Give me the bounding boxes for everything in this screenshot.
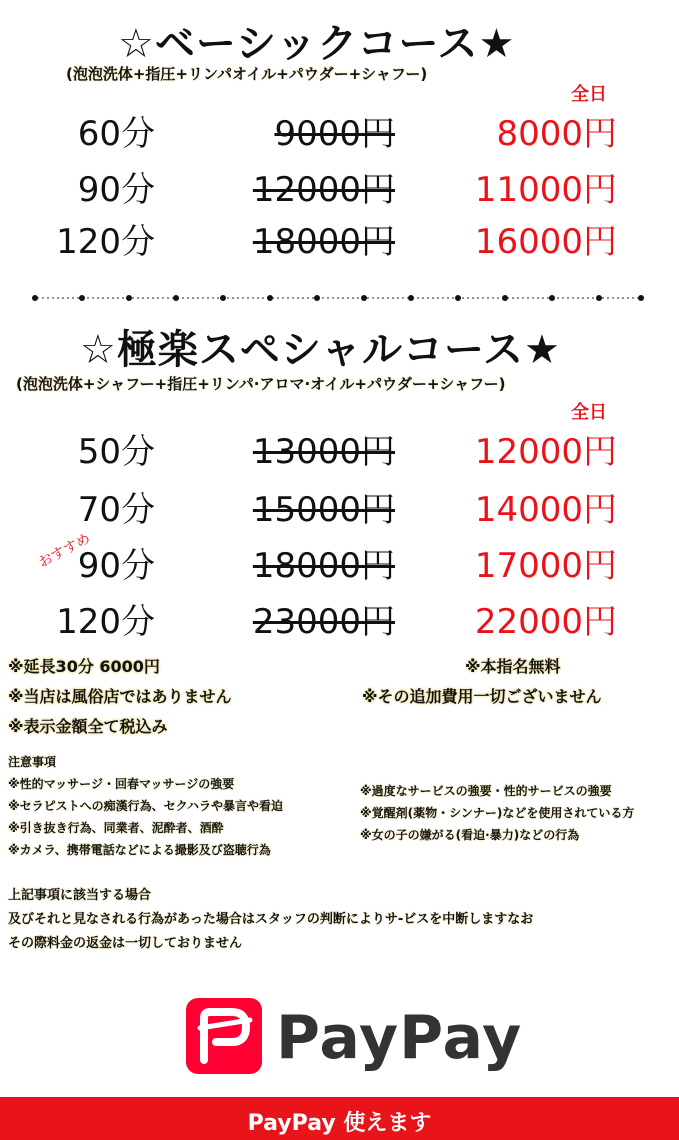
special-row-new-price: 12000円 <box>474 432 617 472</box>
basic-row-new-price: 11000円 <box>474 170 617 210</box>
special-row-old-price: 23000円 <box>252 602 395 642</box>
special-row-duration: 50分 <box>77 432 155 472</box>
paypay-banner-text: PayPay 使えます <box>247 1111 432 1136</box>
special-row-duration: 70分 <box>77 490 155 530</box>
footer-notice-line: 上記事項に該当する場合 <box>8 888 152 903</box>
special-row-new-price: 17000円 <box>474 546 617 586</box>
basic-row-duration: 90分 <box>77 170 155 210</box>
special-row-duration: 120分 <box>56 602 155 642</box>
caution-item: ※引き抜き行為、同業者、泥酔者、酒酔 <box>8 821 224 835</box>
dotted-divider <box>32 295 644 301</box>
special-allday-label: 全日 <box>571 402 607 423</box>
basic-row-old-price: 9000円 <box>274 114 395 154</box>
special-row-new-price: 22000円 <box>474 602 617 642</box>
tax-included-note: ※表示金額全て税込み <box>8 717 168 736</box>
basic-row-duration: 120分 <box>56 222 155 262</box>
special-course-title: ☆極楽スペシャルコース★ <box>80 327 561 373</box>
footer-notice-line: 及びそれと見なされる行為があった場合はスタッフの判断によりサ-ビスを中断しますなお <box>8 912 534 927</box>
caution-item: ※覚醒剤(薬物・シンナー)などを使用されている方 <box>360 806 635 820</box>
paypay-wordmark: PayPay <box>276 1003 523 1073</box>
special-row-duration: 90分 <box>77 546 155 586</box>
basic-row-new-price: 16000円 <box>474 222 617 262</box>
not-fuzoku-note: ※当店は風俗店ではありません <box>8 687 232 706</box>
extension-note: ※延長30分 6000円 <box>8 657 160 676</box>
basic-row-old-price: 18000円 <box>252 222 395 262</box>
footer-notice-line: その際料金の返金は一切しておりません <box>8 936 243 951</box>
recommend-label: おすすめ <box>36 530 94 572</box>
nomination-free-note: ※本指名無料 <box>465 657 561 676</box>
basic-row-new-price: 8000円 <box>496 114 617 154</box>
paypay-logo-icon <box>186 998 262 1074</box>
special-row-old-price: 18000円 <box>252 546 395 586</box>
caution-item: ※カメラ、携帯電話などによる撮影及び盗聴行為 <box>8 843 271 857</box>
special-row-old-price: 13000円 <box>252 432 395 472</box>
caution-item: ※女の子の嫌がる(看迫·暴力)などの行為 <box>360 828 580 842</box>
special-row-new-price: 14000円 <box>474 490 617 530</box>
special-course-subtitle: (泡泡洗体+シャフー+指圧+リンパ·アロマ·オイル+パウダー+シャフー) <box>16 375 506 393</box>
no-extra-fees-note: ※その追加費用一切ございません <box>362 687 602 706</box>
basic-row-duration: 60分 <box>77 114 155 154</box>
basic-course-subtitle: (泡泡洗体+指圧+リンパオイル+パウダー+シャフー) <box>66 65 428 83</box>
basic-course-title: ☆ベーシックコース★ <box>118 21 516 67</box>
special-row-old-price: 15000円 <box>252 490 395 530</box>
caution-item: ※セラピストへの痴漢行為、セクハラや暴言や看迫 <box>8 799 283 813</box>
caution-heading: 注意事項 <box>8 755 57 769</box>
caution-item: ※過度なサービスの強要・性的サービスの強要 <box>360 784 612 798</box>
basic-allday-label: 全日 <box>571 84 607 105</box>
basic-row-old-price: 12000円 <box>252 170 395 210</box>
caution-item: ※性的マッサージ・回春マッサージの強要 <box>8 777 235 791</box>
